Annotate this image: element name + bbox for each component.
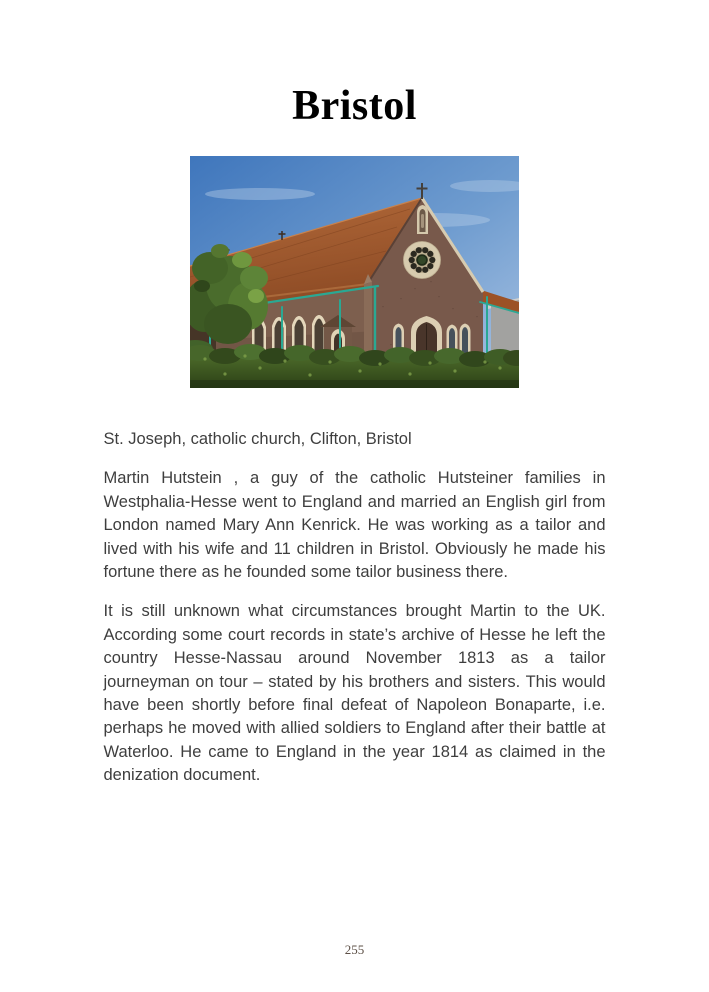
church-photo-illustration [190,156,519,388]
text-column [104,428,606,788]
body-paragraph-1: Martin Hutstein , a guy of the catholic Hutsteiner families in Westphalia-Hesse went to England and married an English girl from London named Mary Ann Kenrick. He was working as a tailor and lived with his wife and 11 children in Bristol. Obviously he made his fortune there as he founded some tailor business there. [103,469,606,582]
page-title: Bristol [292,83,417,129]
church-photo [190,156,519,388]
page-number: 255 [344,942,365,957]
figure-caption: St. Joseph, catholic church, Clifton, Bristol [103,430,412,448]
body-paragraph-2: It is still unknown what circumstances brought Martin to the UK. According some court records in state’s archive of Hesse he left the country Hesse-Nassau around November 1813 as a tailor journeyman on tour – stated by his brothers and sisters. This would have been shortly before final defeat of Napoleon Bonaparte, i.e. perhaps he moved with allied soldiers to England after their battle at Waterloo. He came to England in the year 1814 as claimed in the denization document. [103,602,606,785]
